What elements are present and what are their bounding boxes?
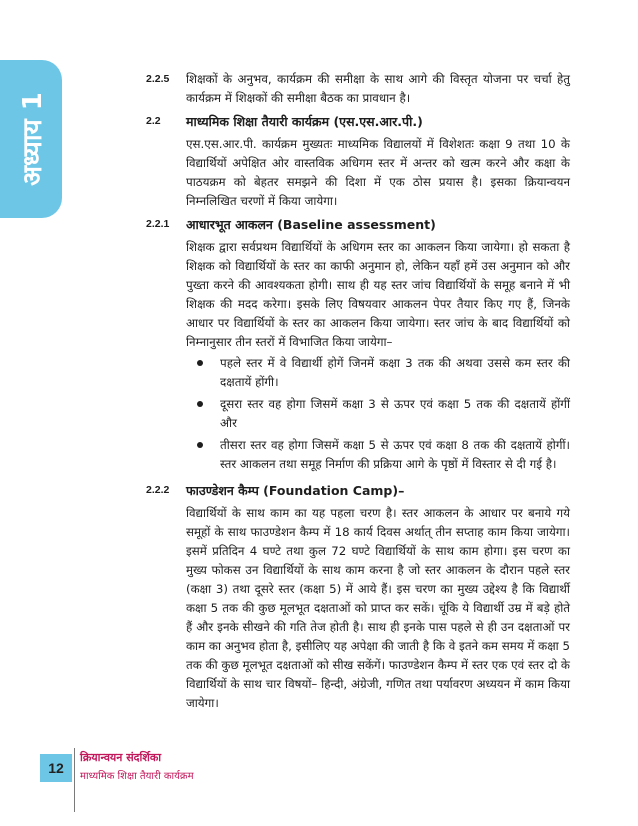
bullet-icon [197, 442, 203, 448]
page-content [146, 70, 570, 713]
section-heading: आधारभूत आकलन (Baseline assessment) [186, 217, 436, 232]
bullet-icon [197, 401, 203, 407]
section-2-2-5 [146, 70, 570, 108]
page-number: 12 [40, 754, 72, 782]
section-2-2-1 [146, 215, 570, 234]
footer-subtitle: माध्यमिक शिक्षा तैयारी कार्यक्रम [80, 771, 194, 782]
list-item: पहले स्तर में वे विद्यार्थी होगें जिनमें कक्षा 3 तक की अथवा उससे कम स्तर की दक्षतायें होंगी। [186, 354, 570, 391]
section-number: 2.2.5 [146, 73, 170, 85]
footer-title: क्रियान्वयन संदर्शिका [80, 751, 162, 764]
section-text: एस.एस.आर.पी. कार्यक्रम मुख्यतः माध्यमिक विद्यालयों में विशेशतः कक्षा 9 तथा 10 के विद्यार्थियों अपेक्षित ओर वास्तविक अधिगम स्तर में अन्तर को खत्म करने और कक्षा के पाठयक्रम को बेहतर समझने की दिशा में एक ठोस प्रयास है। इसका क्रियान्वयन निम्नलिखित चरणों में किया जायेगा। [186, 137, 570, 208]
list-item: तीसरा स्तर वह होगा जिसमें कक्षा 5 से ऊपर एवं कक्षा 8 तक की दक्षतायें होगीं। स्तर आकलन तथा समूह निर्माण की प्रक्रिया आगे के पृष्ठों में विस्तार से दी गई है। [186, 436, 570, 473]
section-text: शिक्षक द्वारा सर्वप्रथम विद्यार्थियों के अधिगम स्तर का आकलन किया जायेगा। हो सकता है शिक्षक को विद्यार्थियों के स्तर का काफी अनुमान हो, लेकिन यहाँ हमें उस अनुमान को और पुख्ता करने की आवश्यकता होगी। साथ ही यह स्तर जांच विद्यार्थियों के समूह बनाने में भी शिक्षक की मदद करेगा। इसके लिए विषयवार आकलन पेपर तैयार किए गए हैं, जिनके आधार पर विद्यार्थियों के स्तर का आकलन किया जायेगा। स्तर जांच के बाद विद्यार्थियों को निम्नानुसार तीन स्तरों में विभाजित किया जायेगा– [186, 240, 570, 349]
level-list [186, 354, 570, 473]
section-number: 2.2.2 [146, 484, 170, 496]
bullet-icon [197, 360, 203, 366]
section-number: 2.2.1 [146, 218, 170, 230]
section-2-2-2-body [146, 504, 570, 713]
section-2-2-body [146, 135, 570, 211]
footer-divider [74, 748, 75, 812]
section-heading: माध्यमिक शिक्षा तैयारी कार्यक्रम (एस.एस.आर.पी.) [186, 114, 423, 129]
list-item: दूसरा स्तर वह होगा जिसमें कक्षा 3 से ऊपर एवं कक्षा 5 तक की दक्षतायें होंगीं और [186, 395, 570, 432]
section-heading: फाउण्डेशन कैम्प (Foundation Camp)– [186, 483, 405, 498]
chapter-tab-label: अध्याय 1 [18, 92, 48, 186]
section-2-2-1-body [146, 238, 570, 473]
section-2-2-2 [146, 481, 570, 500]
section-text: विद्यार्थियों के साथ काम का यह पहला चरण है। स्तर आकलन के आधार पर बनाये गये समूहों के साथ फाउण्डेशन कैम्प में 18 कार्य दिवस अर्थात् तीन सप्ताह काम किया जायेगा। इसमें प्रतिदिन 4 घण्टे तथा कुल 72 घण्टे विद्यार्थियों के साथ काम होगा। इस चरण का मुख्य फोकस उन विद्यार्थियों के साथ काम करना है जो स्तर आकलन के दौरान पहले स्तर (कक्षा 3) तथा दूसरे स्तर (कक्षा 5) में आये हैं। इस चरण का मुख्य उद्देश्य है कि विद्यार्थी कक्षा 5 तक की कुछ मूलभूत दक्षताओं को प्राप्त कर सकें। चूंकि ये विद्यार्थी उम्र में बड़े होते हैं और इनके सीखने की गति तेज होती है। साथ ही इनके पास पहले से ही उन दक्षताओं पर काम का अनुभव होता है, इसीलिए यह अपेक्षा की जाती है कि वे इतने कम समय में कक्षा 5 तक की कुछ मूलभूत दक्षताओं को सीख सकेंगें। फाउण्डेशन कैम्प में स्तर एक एवं स्तर दो के विद्यार्थियों के साथ चार विषयों– हिन्दी, अंग्रेजी, गणित तथा पर्यावरण अध्ययन में काम किया जायेगा। [186, 506, 570, 710]
section-2-2 [146, 112, 570, 131]
chapter-tab [0, 60, 62, 218]
section-text: शिक्षकों के अनुभव, कार्यक्रम की समीक्षा के साथ आगे की विस्तृत योजना पर चर्चा हेतु कार्यक्रम में शिक्षकों की समीक्षा बैठक का प्रावधान है। [186, 72, 570, 105]
section-number: 2.2 [146, 115, 161, 127]
